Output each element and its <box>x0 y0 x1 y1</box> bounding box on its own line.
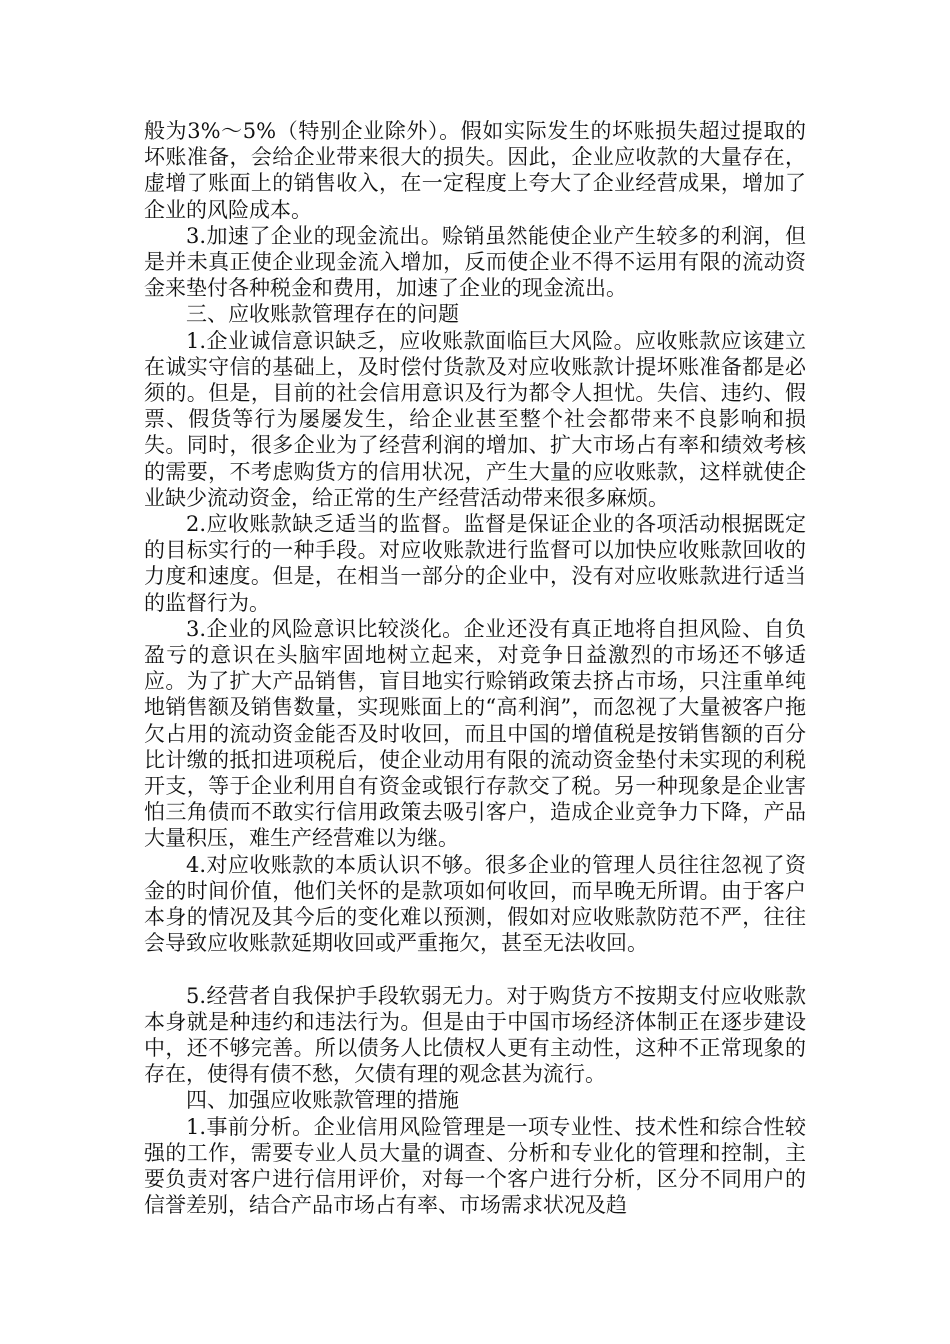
paragraph-continuation: 般为3%～5%（特别企业除外）。假如实际发生的坏账损失超过提取的坏账准备，会给企业带来很大的损失。因此，企业应收款的大量存在，虚增了账面上的销售收入，在一定程度上夸大了企业经营成果，增加了企业的风险成本。 <box>144 119 806 222</box>
paragraph-problem-3: 3.企业的风险意识比较淡化。企业还没有真正地将自担风险、自负盈亏的意识在头脑牢固地树立起来，对竞争日益激烈的市场还不够适应。为了扩大产品销售，盲目地实行赊销政策去挤占市场，只注重单纯地销售额及销售数量，实现账面上的“高利润”，而忽视了大量被客户拖欠占用的流动资金能否及时收回，而且中国的增值税是按销售额的百分比计缴的抵扣进项税后，使企业动用有限的流动资金垫付未实现的利税开支，等于企业利用自有资金或银行存款交了税。另一种现象是企业害怕三角债而不敢实行信用政策去吸引客户，造成企业竞争力下降，产品大量积压，难生产经营难以为继。 <box>144 616 806 851</box>
paragraph-problem-2: 2.应收账款缺乏适当的监督。监督是保证企业的各项活动根据既定的目标实行的一种手段。对应收账款进行监督可以加快应收账款回收的力度和速度。但是，在相当一部分的企业中，没有对应收账款进行适当的监督行为。 <box>144 512 806 615</box>
paragraph-problem-4: 4.对应收账款的本质认识不够。很多企业的管理人员往往忽视了资金的时间价值，他们关怀的是款项如何收回，而早晚无所谓。由于客户本身的情况及其今后的变化难以预测，假如对应收账款防范不严，往往会导致应收账款延期收回或严重拖欠，甚至无法收回。 <box>144 852 806 956</box>
section-heading-problems: 三、应收账款管理存在的问题 <box>186 302 459 327</box>
paragraph-problem-5: 5.经营者自我保护手段软弱无力。对于购货方不按期支付应收账款本身就是种违约和违法行为。但是由于中国市场经济体制正在逐步建设中，还不够完善。所以债务人比债权人更有主动性，这种不正常现象的存在，使得有债不愁，欠债有理的观念甚为流行。 <box>144 983 806 1087</box>
paragraph-measure-1: 1.事前分析。企业信用风险管理是一项专业性、技术性和综合性较强的工作，需要专业人员大量的调查、分析和专业化的管理和控制，主要负责对客户进行信用评价，对每一个客户进行分析，区分不同用户的信誉差别，结合产品市场占有率、市场需求状况及趋 <box>144 1114 806 1218</box>
section-heading-measures: 四、加强应收账款管理的措施 <box>186 1088 459 1113</box>
paragraph-item-3-cash-outflow: 3.加速了企业的现金流出。赊销虽然能使企业产生较多的利润，但是并未真正使企业现金流入增加，反而使企业不得不运用有限的流动资金来垫付各种税金和费用，加速了企业的现金流出。 <box>144 223 806 301</box>
paragraph-problem-1: 1.企业诚信意识缺乏，应收账款面临巨大风险。应收账款应该建立在诚实守信的基础上，及时偿付货款及对应收账款计提坏账准备都是必须的。但是，目前的社会信用意识及行为都令人担忧。失信、违约、假票、假货等行为屡屡发生，给企业甚至整个社会都带来不良影响和损失。同时，很多企业为了经营利润的增加、扩大市场占有率和绩效考核的需要，不考虑购货方的信用状况，产生大量的应收账款，这样就使企业缺少流动资金，给正常的生产经营活动带来很多麻烦。 <box>144 328 806 510</box>
document-body <box>144 118 806 1218</box>
